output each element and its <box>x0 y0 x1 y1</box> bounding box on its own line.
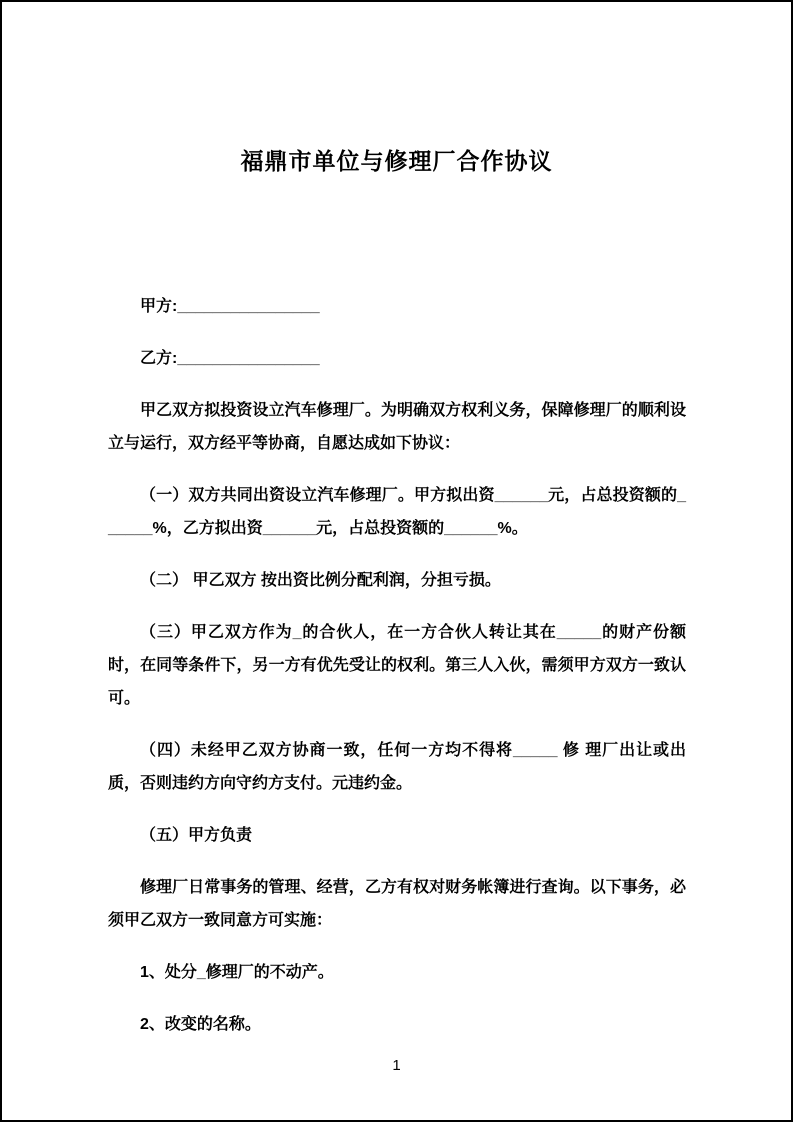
document-body <box>108 290 686 1041</box>
document-title: 福鼎市单位与修理厂合作协议 <box>240 148 553 174</box>
page-number: 1 <box>392 1057 401 1074</box>
clause-5-heading: （五）甲方负责 <box>140 827 253 844</box>
party-a-line: 甲方:________________ <box>140 298 320 315</box>
clause-5-body-paragraph: 修理厂日常事务的管理、经营，乙方有权对财务帐簿进行查询。以下事务，必须甲乙双方一致同意方可实施： <box>108 879 686 929</box>
clause-2-paragraph: （二） 甲乙双方 按出资比例分配利润，分担亏损。 <box>140 572 501 589</box>
clause-1-paragraph: （一）双方共同出资设立汽车修理厂。甲方拟出资______元，占总投资额的______%，乙方拟出资______元，占总投资额的______%。 <box>108 487 686 537</box>
preamble-paragraph: 甲乙双方拟投资设立汽车修理厂。为明确双方权利义务，保障修理厂的顺利设立与运行，双方经平等协商，自愿达成如下协议： <box>108 402 686 452</box>
clause-3-paragraph: （三）甲乙双方作为_的合伙人，在一方合伙人转让其在_____的财产份额时，在同等条件下，另一方有优先受让的权利。第三人入伙，需须甲方双方一致认可。 <box>108 624 686 707</box>
list-item-2: 2、改变的名称。 <box>140 1016 261 1033</box>
clause-4-paragraph: （四）未经甲乙双方协商一致，任何一方均不得将_____ 修 理厂出让或出质，否则违约方向守约方支付。元违约金。 <box>108 742 686 792</box>
party-b-line: 乙方:________________ <box>140 350 320 367</box>
list-item-1: 1、处分_修理厂的不动产。 <box>140 964 334 981</box>
